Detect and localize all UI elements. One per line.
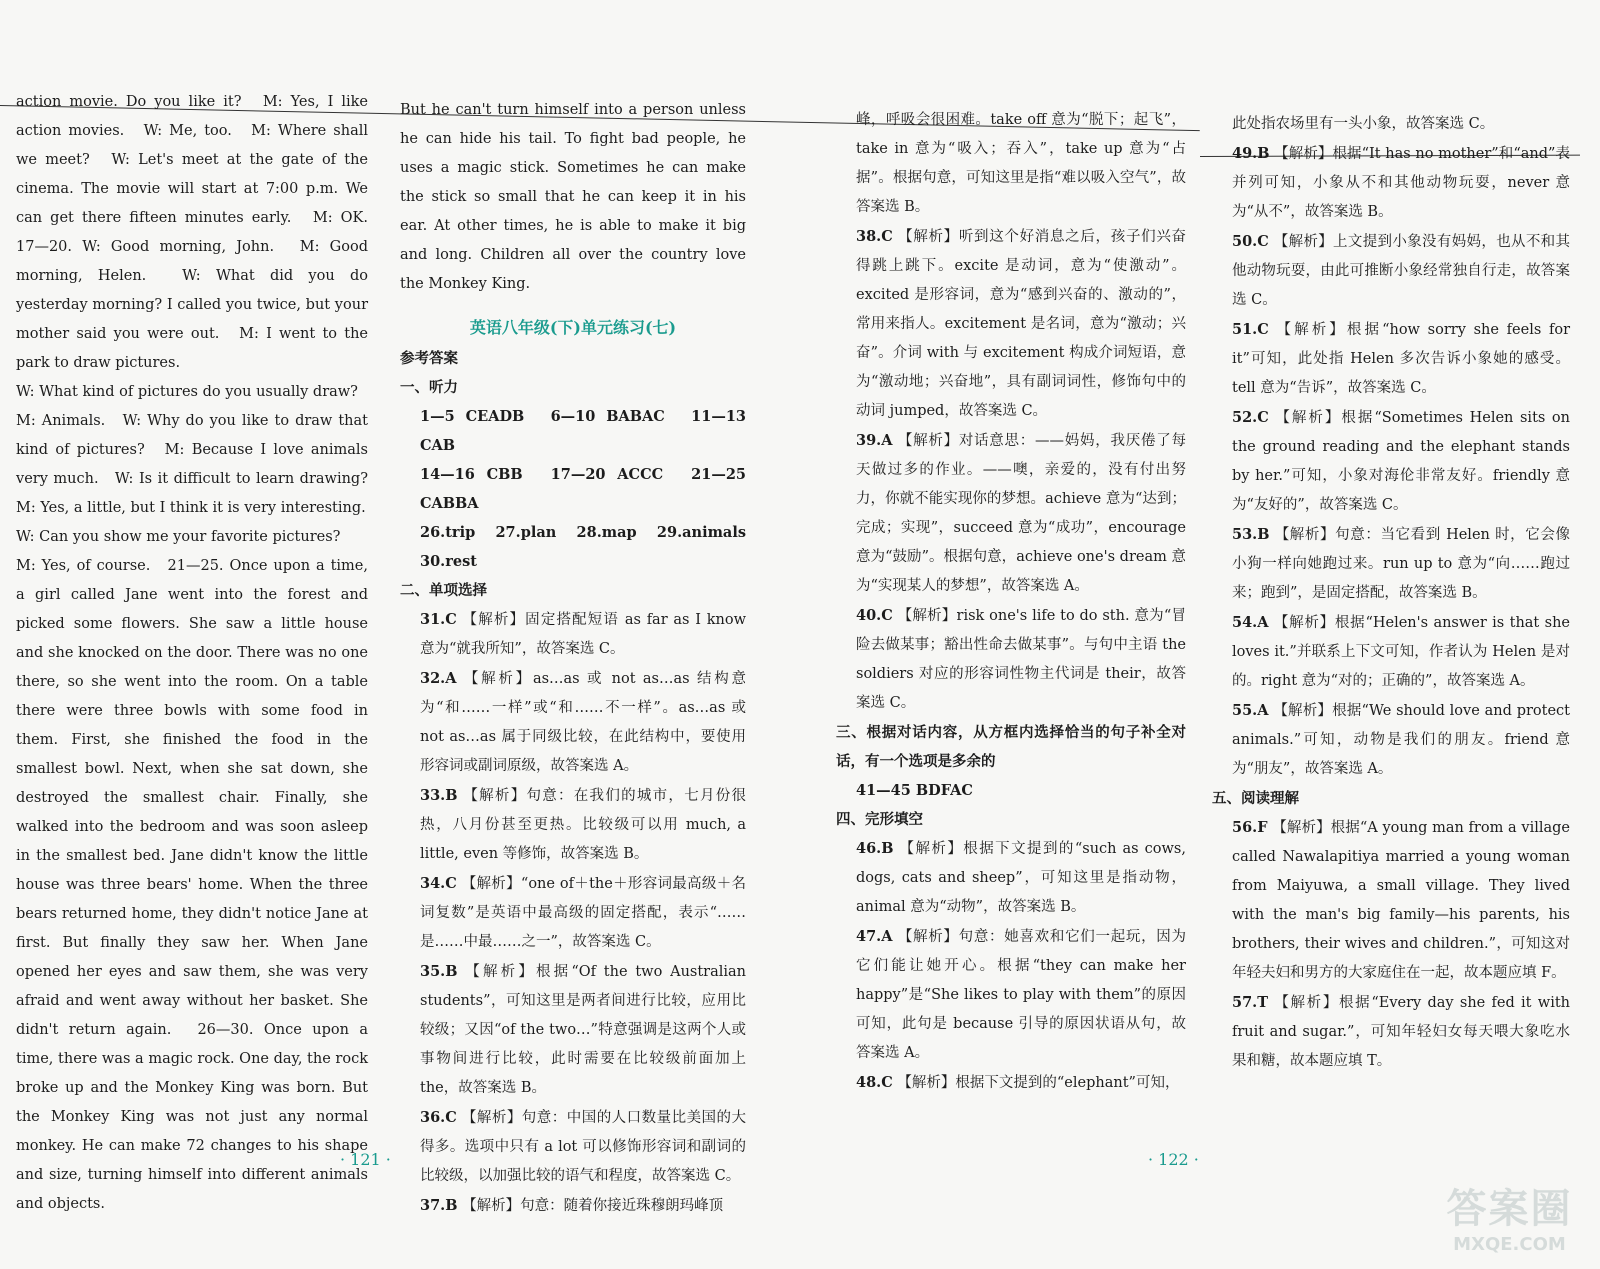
column-4 (1212, 110, 1570, 1076)
explanation-text: 【解析】句意：在我们的城市，七月份很热，八月份甚至更热。比较级可以用 much, a little, even 等修饰，故答案选 B。 (420, 788, 747, 862)
explanation-text: 【解析】上文提到小象没有妈妈，也从不和其他动物玩耍，由此可推断小象经常独自行走，故答案选 C。 (1232, 234, 1571, 308)
answer-item (1212, 139, 1570, 227)
question-number: 57.T (1232, 994, 1269, 1011)
explanation-text: 【解析】句意：随着你接近珠穆朗玛峰顶 (462, 1198, 724, 1214)
answer-item (400, 1191, 746, 1221)
explanation-text: 【解析】根据“It has no mother”和“and”表并列可知，小象从不和其他动物玩耍，never 意为“从不”，故答案选 B。 (1232, 146, 1570, 220)
question-number: 56.F (1232, 819, 1268, 836)
question-number: 38.C (856, 228, 893, 245)
explanation-text: 【解析】根据“Sometimes Helen sits on the ground reading and the elephant stands by her.”可知，小象对海伦非常友好。friendly 意为“友好的”，故答案选 C。 (1232, 410, 1571, 513)
answer-item (1212, 988, 1570, 1076)
explanation-text: 【解析】根据下文提到的“such as cows, dogs, cats and sheep”，可知这里是指动物，animal 意为“动物”，故答案选 B。 (856, 841, 1186, 915)
question-number: 47.A (856, 928, 893, 945)
explanation-text: 【解析】句意：中国的人口数量比美国的大得多。选项中只有 a lot 可以修饰形容词和副词的比较级，以加强比较的语气和程度，故答案选 C。 (420, 1110, 747, 1184)
question-number: 39.A (856, 432, 893, 449)
answer-item (400, 605, 746, 664)
explanation-text: 【解析】根据“Helen's answer is that she loves it.”并联系上下文可知，作者认为 Helen 是对的。right 意为“对的；正确的”，故答案选 A。 (1232, 615, 1570, 689)
answer-item (400, 957, 746, 1103)
left-page (0, 0, 790, 1269)
question-number: 34.C (420, 875, 457, 892)
listening-script-2: W: What kind of pictures do you usually draw? (16, 384, 358, 400)
cloze-items (836, 834, 1186, 1098)
single-choice-items-2 (836, 222, 1186, 718)
explanation-text: 【解析】根据“Of the two Australian students”，可知这里是两者间进行比较，应用比较级；又因“of the two…”特意强调是这两个人或事物间进行比较，此时需要在比较级前面加上 the，故答案选 B。 (420, 964, 747, 1096)
question-number: 52.C (1232, 409, 1269, 426)
page-number-left: · 121 · (340, 1150, 391, 1169)
question-number: 46.B (856, 840, 894, 857)
answer-item (1212, 403, 1570, 520)
question-number: 32.A (420, 670, 457, 687)
answer-item (400, 869, 746, 957)
answer-item (400, 664, 746, 781)
answer-item (1212, 315, 1570, 403)
listening-answers-2: 14—16 CBB 17—20 ACCC 21—25 CABBA (420, 466, 746, 512)
explanation-text: 【解析】as…as 或 not as…as 结构意为“和……一样”或“和……不一样”。as…as 或 not as…as 属于同级比较，在此结构中，要使用形容词或副词原级，故答案选 A。 (420, 671, 747, 774)
explanation-text: 【解析】句意：当它看到 Helen 时，它会像小狗一样向她跑过来。run up to 意为“向……跑过来；跑到”，是固定搭配，故答案选 B。 (1232, 527, 1571, 601)
answer-item (836, 601, 1186, 718)
item-48-continued: 此处指农场里有一头小象，故答案选 C。 (1232, 116, 1495, 132)
explanation-text: 【解析】根据“A young man from a village called Nawalapitiya married a young woman from Maiyuwa, a small village. They lived with the man's big family—his parents, his brothers, their wives and children.”，可知这对年轻夫妇和男方的大家庭住在一起，故本题应填 F。 (1232, 820, 1571, 981)
question-number: 49.B (1232, 145, 1270, 162)
answer-item (1212, 227, 1570, 315)
question-number: 54.A (1232, 614, 1269, 631)
explanation-text: 【解析】听到这个好消息之后，孩子们兴奋得跳上跳下。excite 是动词，意为“使激动”。excited 是形容词，意为“感到兴奋的、激动的”，常用来指人。excitement 是名词，意为“激动；兴奋”。介词 with 与 excitement 构成介词短语，意为“激动地；兴奋地”，具有副词词性，修饰句中的动词 jumped，故答案选 C。 (856, 229, 1187, 419)
listening-answers-1: 1—5 CEADB 6—10 BABAC 11—13 CAB (420, 408, 746, 454)
section-reading: 五、阅读理解 (1212, 790, 1299, 807)
section-dialogue: 三、根据对话内容，从方框内选择恰当的句子补全对话，有一个选项是多余的 (836, 724, 1186, 770)
reference-answer-heading: 参考答案 (400, 350, 458, 367)
watermark-logo (1437, 1181, 1582, 1255)
question-number: 51.C (1232, 321, 1269, 338)
listening-script-3: M: Animals. W: Why do you like to draw that kind of pictures? M: Because I love animals very much. W: Is it difficult to learn drawing? M: Yes, a little, but I think it is very interesting. (16, 413, 383, 516)
column-2 (400, 96, 761, 1221)
listening-script-5: M: Yes, of course. 21—25. Once upon a time, a girl called Jane went into the forest and picked some flowers. She saw a little house and she knocked on the door. There was no one there, so she went into the room. On a table there were three bowls with some food in them. First, she finished the food in the smallest bowl. Next, when she sat down, she destroyed the smallest chair. Finally, she walked into the bedroom and was soon asleep in the smallest bed. Jane didn't know the little house was three bears' home. When the three bears returned home, they didn't notice Jane at first. But finally they saw her. When Jane opened her eyes and saw them, she was very afraid and went away without her basket. She didn't return again. 26—30. Once upon a time, there was a magic rock. One day, the rock broke up and the Monkey King was born. But the Monkey King was not just any normal monkey. He can make 72 changes to his shape and size, turning himself into different animals and objects. (16, 558, 368, 1212)
answer-item (1212, 813, 1570, 988)
watermark-url: MXQE.COM (1453, 1234, 1566, 1255)
answer-item (836, 426, 1186, 601)
answer-item (836, 834, 1186, 922)
answer-item (836, 222, 1186, 426)
answer-item (400, 781, 746, 869)
item-37-continued: 峰，呼吸会很困难。take off 意为“脱下；起飞”，take in 意为“吸入；吞入”，take up 意为“占据”。根据句意，可知这里是指“难以吸入空气”，故答案选 B。 (856, 112, 1186, 215)
question-number: 36.C (420, 1109, 457, 1126)
explanation-text: 【解析】固定搭配短语 as far as I know 意为“就我所知”，故答案选 C。 (420, 612, 747, 657)
question-number: 33.B (420, 787, 458, 804)
question-number: 35.B (420, 963, 458, 980)
reading-items (1212, 813, 1570, 1076)
right-page (800, 0, 1600, 1269)
listening-script-4: W: Can you show me your favorite pictures? (16, 529, 341, 545)
explanation-text: 【解析】根据下文提到的“elephant”可知， (897, 1075, 1180, 1091)
column-3 (836, 106, 1186, 1098)
explanation-text: 【解析】根据“We should love and protect animals.”可知，动物是我们的朋友。friend 意为“朋友”，故答案选 A。 (1232, 703, 1571, 777)
watermark-text: 答案圈 (1446, 1186, 1573, 1232)
explanation-text: 【解析】risk one's life to do sth. 意为“冒险去做某事；豁出性命去做某事”。与句中主语 the soldiers 对应的形容词性物主代词是 their，故答案选 C。 (856, 608, 1187, 711)
unit-title: 英语八年级(下)单元练习(七) (469, 318, 677, 337)
explanation-text: 【解析】对话意思：——妈妈，我厌倦了每天做过多的作业。——噢，亲爱的，没有付出努力，你就不能实现你的梦想。achieve 意为“达到；完成；实现”，succeed 意为“成功”，encourage 意为“鼓励”。根据句意，achieve one's dream 意为“实现某人的梦想”，故答案选 A。 (856, 433, 1187, 594)
section-listening: 一、听力 (400, 379, 458, 396)
question-number: 40.C (856, 607, 893, 624)
answer-item (1212, 608, 1570, 696)
dialogue-answers: 41—45 BDFAC (856, 782, 973, 799)
explanation-text: 【解析】根据“Every day she fed it with fruit and sugar.”，可知年轻妇女每天喂大象吃水果和糖，故本题应填 T。 (1232, 995, 1571, 1069)
page-number-right: · 122 · (1148, 1150, 1199, 1169)
question-number: 48.C (856, 1074, 893, 1091)
listening-script-end: But he can't turn himself into a person unless he can hide his tail. To fight bad people, he uses a magic stick. Sometimes he can make the stick so small that he can keep it in his ear. At other times, he is able to make it big and long. Children all over the country love the Monkey King. (400, 102, 746, 292)
question-number: 37.B (420, 1197, 458, 1214)
explanation-text: 【解析】“one of＋the＋形容词最高级＋名词复数”是英语中最高级的固定搭配，表示“……是……中最……之一”，故答案选 C。 (420, 876, 747, 950)
answer-item (1212, 520, 1570, 608)
answer-item (836, 1068, 1186, 1098)
question-number: 31.C (420, 611, 457, 628)
answer-item (400, 1103, 746, 1191)
answer-item (836, 922, 1186, 1068)
single-choice-items (400, 605, 746, 1221)
question-number: 53.B (1232, 526, 1270, 543)
section-single-choice: 二、单项选择 (400, 582, 487, 599)
cloze-items-2 (1212, 139, 1570, 784)
question-number: 50.C (1232, 233, 1269, 250)
explanation-text: 【解析】根据“how sorry she feels for it”可知，此处指 Helen 多次告诉小象她的感受。tell 意为“告诉”，故答案选 C。 (1232, 322, 1571, 396)
section-cloze: 四、完形填空 (836, 811, 923, 828)
listening-script-1: action movie. Do you like it? M: Yes, I like action movies. W: Me, too. M: Where shall we meet? W: Let's meet at the gate of the cinema. The movie will start at 7:00 p.m. We can get there fifteen minutes early. M: OK. 17—20. W: Good morning, John. M: Good morning, Helen. W: What did you do yesterday morning? I called you twice, but your mother said you were out. M: I went to the park to draw pictures. (16, 94, 383, 371)
column-1 (16, 88, 383, 1219)
listening-answers-3: 26.trip 27.plan 28.map 29.animals 30.rest (420, 524, 761, 570)
answer-item (1212, 696, 1570, 784)
question-number: 55.A (1232, 702, 1269, 719)
explanation-text: 【解析】句意：她喜欢和它们一起玩，因为它们能让她开心。根据“they can make her happy”是“She likes to play with them”的原因可知，此句是 because 引导的原因状语从句，故答案选 A。 (856, 929, 1187, 1061)
